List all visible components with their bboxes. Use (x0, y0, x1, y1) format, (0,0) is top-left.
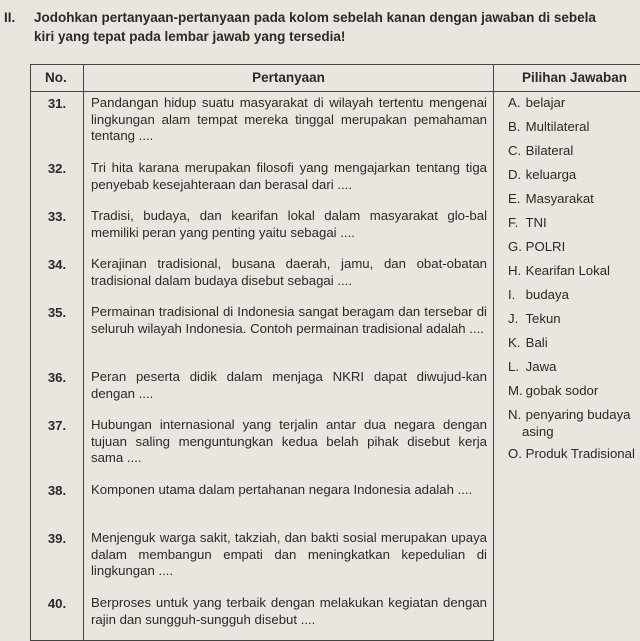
answer-option-i (508, 286, 640, 310)
answer-options (494, 92, 640, 641)
answer-text: Multilateral (526, 119, 590, 134)
answer-letter: A. (508, 94, 522, 111)
answer-option-c (508, 142, 640, 166)
answer-text: belajar (526, 95, 566, 110)
question-text: Hubungan internasional yang terjalin antar dua negara dengan tujuan saling menguntungkan kedua belah pihak disebut kerja sama .... (84, 414, 494, 479)
question-number: 36. (31, 366, 84, 414)
answer-option-e (508, 190, 640, 214)
answer-letter: I. (508, 286, 522, 303)
answer-letter: C. (508, 142, 522, 159)
answer-option-l (508, 358, 640, 382)
answer-option-o (508, 445, 640, 469)
answer-text: gobak sodor (526, 383, 599, 398)
answer-option-g (508, 238, 640, 262)
instructions (4, 8, 640, 46)
question-text: Permainan tradisional di Indonesia sangat beragam dan tersebar di seluruh wilayah Indonesia. Contoh permainan tradisional adalah .... (84, 301, 494, 366)
question-text: Kerajinan tradisional, busana daerah, jamu, dan obat-obatan tradisional dalam budaya disebut sebagai .... (84, 253, 494, 301)
answer-letter: H. (508, 262, 522, 279)
answer-option-d (508, 166, 640, 190)
question-number: 35. (31, 301, 84, 366)
answer-text: Produk Tradisional (526, 446, 635, 461)
table-header-row (31, 65, 640, 92)
answer-letter: O. (508, 445, 522, 462)
answer-letter: B. (508, 118, 522, 135)
answer-letter: D. (508, 166, 522, 183)
answer-option-b (508, 118, 640, 142)
answer-text: Bali (526, 335, 548, 350)
answer-text: Tekun (525, 311, 560, 326)
answer-option-m (508, 382, 640, 406)
answer-letter: K. (508, 334, 522, 351)
answer-option-k (508, 334, 640, 358)
section-number: II. (4, 8, 34, 27)
question-text: Tradisi, budaya, dan kearifan lokal dalam masyarakat glo-bal memiliki peran yang penting yaitu sebagai .... (84, 205, 494, 253)
answer-text-continued: asing (508, 423, 640, 440)
answer-option-a (508, 94, 640, 118)
answer-text: budaya (526, 287, 569, 302)
question-text: Komponen utama dalam pertahanan negara Indonesia adalah .... (84, 479, 494, 527)
answer-text: Masyarakat (526, 191, 594, 206)
question-number: 34. (31, 253, 84, 301)
answer-text: penyaring budaya (526, 407, 631, 422)
answer-text: POLRI (526, 239, 566, 254)
instruction-text-1: Jodohkan pertanyaan-pertanyaan pada kolom sebelah kanan dengan jawaban di sebela (34, 10, 596, 25)
header-no: No. (31, 65, 84, 92)
instruction-line-1 (4, 8, 640, 27)
question-number: 39. (31, 527, 84, 592)
matching-table (30, 64, 640, 641)
question-number: 38. (31, 479, 84, 527)
answer-letter: M. (508, 382, 522, 399)
answer-text: keluarga (526, 167, 577, 182)
question-number: 32. (31, 157, 84, 205)
answer-letter: J. (508, 310, 522, 327)
answer-text: Jawa (526, 359, 557, 374)
question-text: Tri hita karana merupakan filosofi yang mengajarkan tentang tiga penyebab kesejahteraan dan berasal dari .... (84, 157, 494, 205)
header-answers: Pilihan Jawaban (494, 65, 640, 92)
answer-option-h (508, 262, 640, 286)
header-question: Pertanyaan (84, 65, 494, 92)
answer-text: TNI (525, 215, 546, 230)
question-text: Berproses untuk yang terbaik dengan melakukan kegiatan dengan rajin dan sungguh-sungguh disebut .... (84, 592, 494, 641)
answer-letter: F. (508, 214, 522, 231)
question-number: 33. (31, 205, 84, 253)
answer-option-n (508, 406, 640, 445)
question-text: Pandangan hidup suatu masyarakat di wilayah tertentu mengenai lingkungan alam tempat mereka tinggal merupakan pemahaman tentang .... (84, 92, 494, 158)
answer-option-f (508, 214, 640, 238)
answer-text: Kearifan Lokal (526, 263, 610, 278)
answer-text: Bilateral (526, 143, 574, 158)
answer-option-j (508, 310, 640, 334)
answer-letter: E. (508, 190, 522, 207)
instruction-line-2: kiri yang tepat pada lembar jawab yang tersedia! (4, 27, 640, 46)
answer-letter: L. (508, 358, 522, 375)
answer-letter: N. (508, 406, 522, 423)
question-row-31 (31, 92, 640, 158)
question-number: 37. (31, 414, 84, 479)
answer-letter: G. (508, 238, 522, 255)
question-text: Menjenguk warga sakit, takziah, dan bakti sosial merupakan upaya dalam membangun empati dan meningkatkan kepedulian di lingkungan .... (84, 527, 494, 592)
question-number: 31. (31, 92, 84, 158)
question-number: 40. (31, 592, 84, 641)
question-text: Peran peserta didik dalam menjaga NKRI dapat diwujud-kan dengan .... (84, 366, 494, 414)
